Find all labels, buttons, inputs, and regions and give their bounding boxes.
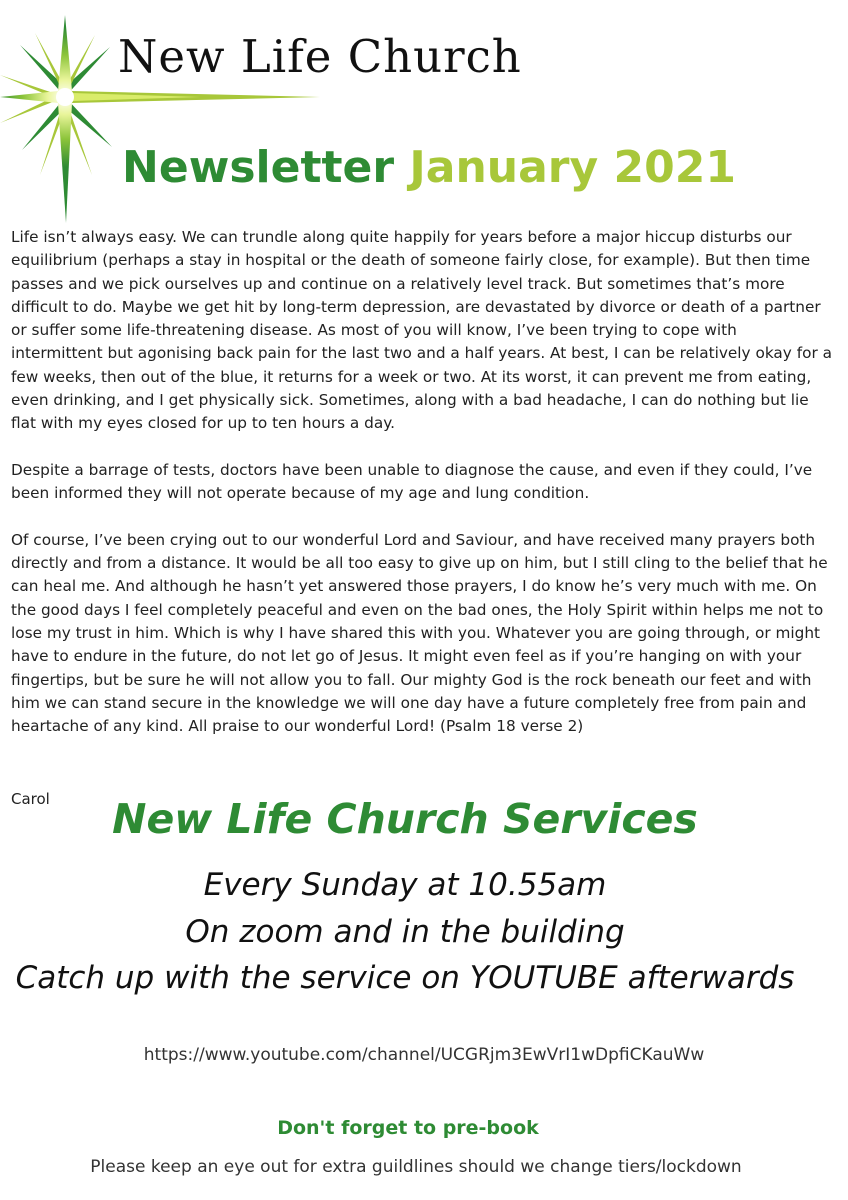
- article-paragraph: Of course, I’ve been crying out to our wonderful Lord and Saviour, and have received many prayers both directly and from a distance. It would be all too easy to give up on him, but I still cling to the belief that he can heal me. And although he hasn’t yet answered those prayers, I do know he’s very much with me. On the good days I feel completely peaceful and even on the bad ones, the Holy Spirit within helps me not to lose my trust in him. Which is why I have shared this with you. Whatever you are going through, or might have to endure in the future, do not let go of Jesus. It might even feel as if you’re hanging on with your fingertips, but be sure he will not allow you to fall. Our mighty God is the rock beneath our feet and with him we can stand secure in the knowledge we will one day have a future completely free from pain and heartache of any kind. All praise to our wonderful Lord! (Psalm 18 verse 2): [11, 530, 828, 736]
- author-signature: Carol: [11, 790, 50, 808]
- article-paragraph: Life isn’t always easy. We can trundle along quite happily for years before a major hiccup disturbs our equilibrium (perhaps a stay in hospital or the death of someone fairly close, for example). But then time passes and we pick ourselves up and continue on a relatively level track. But sometimes that’s more difficult to do. Maybe we get hit by long-term depression, are devastated by divorce or death of a partner or suffer some life-threatening disease. As most of you will know, I’ve been trying to cope with intermittent but agonising back pain for the last two and a half years. At best, I can be relatively okay for a few weeks, then out of the blue, it returns for a week or two. At its worst, it can prevent me from eating, even drinking, and I get physically sick. Sometimes, along with a bad headache, I can do nothing but lie flat with my eyes closed for up to ten hours a day.: [11, 228, 832, 433]
- service-time: Every Sunday at 10.55am: [203, 867, 607, 903]
- article-paragraph: Despite a barrage of tests, doctors have been unable to diagnose the cause, and even if they could, I’ve been informed they will not operate because of my age and lung condition.: [11, 460, 813, 503]
- newsletter-title: [0, 142, 848, 193]
- service-catchup: Catch up with the service on YOUTUBE afterwards: [15, 960, 795, 996]
- guidelines-notice: Please keep an eye out for extra guildlines should we change tiers/lockdown: [90, 1157, 742, 1177]
- newsletter-word: Newsletter: [122, 142, 395, 193]
- prebook-notice: Don't forget to pre-book: [277, 1117, 539, 1139]
- youtube-link[interactable]: https://www.youtube.com/channel/UCGRjm3EwVrI1wDpfiCKauWw: [143, 1045, 705, 1065]
- newsletter-date: January 2021: [409, 142, 736, 193]
- services-heading: New Life Church Services: [112, 795, 698, 843]
- church-name: New Life Church: [118, 30, 522, 83]
- service-location: On zoom and in the building: [185, 914, 625, 950]
- article-body: [11, 226, 833, 762]
